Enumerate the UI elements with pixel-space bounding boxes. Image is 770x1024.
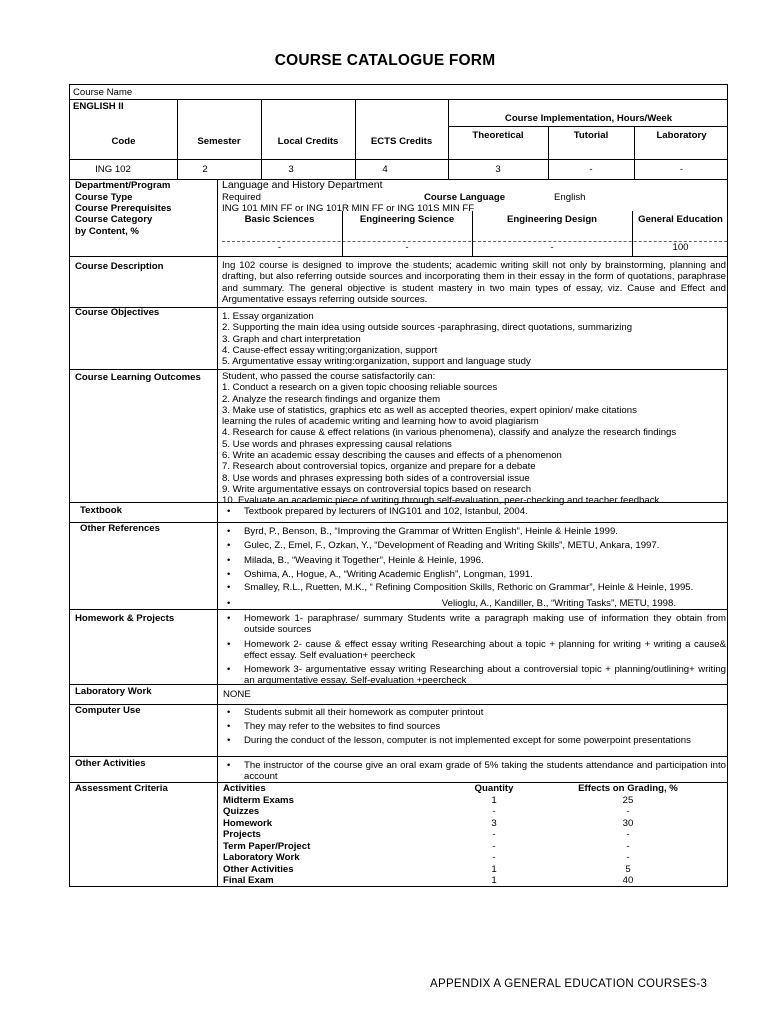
other-activities-item bbox=[222, 760, 726, 783]
bullet-icon: • bbox=[227, 707, 231, 718]
lab-label: Laboratory Work bbox=[75, 686, 152, 697]
implementation-header: Course Implementation, Hours/Week bbox=[504, 113, 673, 124]
laboratory-value: - bbox=[679, 164, 684, 175]
bullet-icon: • bbox=[227, 568, 231, 580]
rule bbox=[70, 159, 727, 160]
outcome-item: 5. Use words and phrases expressing causal relations bbox=[222, 438, 452, 450]
assessment-quantity: - bbox=[492, 840, 496, 852]
assessment-header: Effects on Grading, % bbox=[578, 783, 678, 794]
table-row bbox=[223, 818, 723, 830]
outcome-item: 2. Analyze the research findings and organize them bbox=[222, 393, 441, 405]
assessment-activity: Other Activities bbox=[223, 863, 294, 875]
theoretical-value: 3 bbox=[495, 164, 501, 175]
rule bbox=[70, 256, 727, 257]
objectives-label: Course Objectives bbox=[75, 307, 160, 318]
assessment-activity: Homework bbox=[223, 817, 273, 829]
bullet-icon: • bbox=[227, 613, 231, 624]
computer-text: Students submit all their homework as computer printout bbox=[244, 707, 484, 718]
reference-text: Milada, B., “Weaving it Together”, Heinle & Heinle, 1996. bbox=[244, 554, 484, 566]
reference-text: Velioglu, A., Kandiller, B., “Writing Tasks”, METU, 1998. bbox=[441, 597, 676, 609]
assessment-effect: 5 bbox=[625, 863, 631, 875]
assessment-quantity: - bbox=[492, 829, 496, 840]
bullet-icon: • bbox=[227, 734, 231, 746]
local-credits-header: Local Credits bbox=[277, 136, 339, 147]
course-language-label: Course Language bbox=[424, 192, 506, 203]
tutorial-header: Tutorial bbox=[573, 130, 609, 141]
code-value: ING 102 bbox=[95, 164, 131, 175]
rule bbox=[70, 307, 727, 308]
reference-item bbox=[222, 554, 726, 568]
assessment-quantity: 3 bbox=[491, 817, 497, 829]
reference-item bbox=[222, 597, 726, 611]
bullet-icon: • bbox=[227, 540, 231, 552]
rule bbox=[70, 99, 727, 100]
description-text: Ing 102 course is designed to improve the students; academic writing skill not only by brainstorming, planning and drafting, but also referring outside sources and incorporating them in their essay in the form of quotations, paraphrase and summary. The general objective is student mastery in two main types of essay, viz. Cause and Effect and Argumentative essays referring outside sources. bbox=[222, 260, 726, 305]
category-basic-sciences-value: - bbox=[277, 242, 282, 253]
table-row bbox=[223, 806, 723, 818]
table-row bbox=[223, 841, 723, 853]
code-header: Code bbox=[111, 136, 136, 147]
rule bbox=[70, 704, 727, 705]
assessment-effect: 40 bbox=[622, 875, 634, 886]
assessment-effect: 25 bbox=[622, 794, 634, 806]
bullet-icon: • bbox=[227, 664, 231, 676]
outcome-item: Student, who passed the course satisfactorily can: bbox=[222, 371, 436, 382]
description-label: Course Description bbox=[75, 261, 164, 272]
bullet-icon: • bbox=[227, 506, 231, 517]
reference-text: Smalley, R.L., Ruetten, M.K., “ Refining Composition Skills, Rethoric on Grammar”, Heinle & Heinle, 1995. bbox=[244, 582, 694, 594]
page-title: COURSE CATALOGUE FORM bbox=[274, 52, 496, 69]
objective-item: 5. Argumentative essay writing:organization, support and language study bbox=[222, 356, 531, 368]
prerequisites-value: ING 101 MIN FF or ING 101R MIN FF or ING 101S MIN FF bbox=[222, 203, 475, 214]
objective-item: 1. Essay organization bbox=[222, 311, 314, 322]
references-label: Other References bbox=[80, 523, 160, 534]
semester-value: 2 bbox=[202, 164, 208, 175]
category-basic-sciences: Basic Sciences bbox=[244, 214, 315, 225]
assessment-table bbox=[223, 783, 723, 887]
homework-item bbox=[222, 664, 726, 687]
assessment-activity: Final Exam bbox=[223, 875, 274, 886]
assessment-header-row bbox=[223, 783, 723, 795]
reference-item bbox=[222, 525, 726, 539]
homework-text: Homework 1- paraphrase/ summary Students write a paragraph making use of information they obtain from outside sources bbox=[244, 613, 726, 636]
course-name-label: Course Name bbox=[73, 87, 133, 98]
assessment-quantity: - bbox=[492, 852, 496, 863]
department-value: Language and History Department bbox=[222, 179, 383, 191]
references-list bbox=[222, 525, 726, 611]
outcome-item: 8. Use words and phrases expressing both sides of a controversial issue bbox=[222, 472, 530, 484]
homework-item bbox=[222, 639, 726, 662]
assessment-activity: Laboratory Work bbox=[223, 852, 300, 863]
outcome-item: 3. Make use of statistics, graphics etc as well as accepted theories, expert opinion/ make citations bbox=[222, 404, 637, 416]
computer-item bbox=[222, 735, 726, 747]
reference-item bbox=[222, 568, 726, 582]
assessment-header: Activities bbox=[223, 783, 266, 794]
page-footer: APPENDIX A GENERAL EDUCATION COURSES-3 bbox=[430, 978, 708, 990]
bullet-icon: • bbox=[227, 597, 231, 609]
outcome-item: 10. Evaluate an academic piece of writing through self-evaluation, peer-checking and teacher feedback bbox=[222, 495, 660, 507]
table-row bbox=[223, 829, 723, 841]
ects-credits-header: ECTS Credits bbox=[370, 136, 433, 147]
category-engineering-design-value: - bbox=[550, 242, 554, 253]
assessment-effect: - bbox=[626, 829, 630, 840]
outcome-item: learning the rules of academic writing and learning how to avoid plagiarism bbox=[222, 416, 539, 428]
objective-item: 3. Graph and chart interpretation bbox=[222, 333, 361, 345]
department-label: Department/Program bbox=[75, 180, 171, 191]
category-engineering-design: Engineering Design bbox=[506, 214, 598, 225]
assessment-activity: Quizzes bbox=[223, 806, 260, 817]
outcomes-label: Course Learning Outcomes bbox=[75, 372, 201, 383]
table-row bbox=[223, 875, 723, 887]
assessment-quantity: 1 bbox=[491, 875, 497, 886]
course-type-value: Required bbox=[222, 192, 261, 203]
assessment-quantity: 1 bbox=[491, 863, 497, 875]
ects-credits-value: 4 bbox=[382, 164, 388, 175]
course-language-value: English bbox=[554, 192, 586, 203]
other-activities-list bbox=[222, 760, 726, 783]
bullet-icon: • bbox=[227, 638, 231, 650]
bullet-icon: • bbox=[227, 720, 231, 732]
assessment-activity: Midterm Exams bbox=[223, 794, 294, 806]
homework-item bbox=[222, 613, 726, 636]
homework-text: Homework 3- argumentative essay writing Researching about a controversial topic + planning/outlining+ writing an argumentative essay. Self-evaluation +peercheck bbox=[244, 664, 726, 687]
rule bbox=[70, 756, 727, 757]
reference-text: Gulec, Z., Emel, F., Ozkan, Y., “Development of Reading and Writing Skills”, METU, Ankara, 1997. bbox=[244, 540, 660, 552]
textbook-label: Textbook bbox=[80, 505, 122, 516]
assessment-effect: - bbox=[626, 806, 630, 817]
course-name: ENGLISH II bbox=[73, 101, 124, 112]
outcome-item: 4. Research for cause & effect relations (in various phenomena), classify and analyze the research findings bbox=[222, 427, 677, 439]
table-row bbox=[223, 795, 723, 807]
assessment-quantity: 1 bbox=[491, 794, 497, 806]
category-general-education: General Education bbox=[638, 214, 723, 225]
computer-item bbox=[222, 707, 726, 719]
assessment-effect: - bbox=[626, 840, 630, 852]
outcome-item: 7. Research about controversial topics, organize and prepare for a debate bbox=[222, 461, 536, 473]
bullet-icon: • bbox=[227, 760, 231, 771]
assessment-header: Quantity bbox=[474, 783, 514, 794]
tutorial-value: - bbox=[589, 164, 593, 175]
assessment-activity: Term Paper/Project bbox=[223, 840, 311, 852]
table-row bbox=[223, 852, 723, 864]
other-activities-text: The instructor of the course give an oral exam grade of 5% taking the students attendance and participation into account bbox=[244, 760, 726, 783]
computer-text: During the conduct of the lesson, computer is not implemented except for some powerpoint presentations bbox=[244, 734, 691, 746]
bullet-icon: • bbox=[227, 554, 231, 566]
bullet-icon: • bbox=[227, 526, 231, 537]
rule bbox=[448, 126, 727, 127]
reference-item bbox=[222, 539, 726, 553]
textbook-text: Textbook prepared by lecturers of ING101 and 102, Istanbul, 2004. bbox=[244, 506, 528, 517]
theoretical-header: Theoretical bbox=[472, 130, 524, 141]
objective-item: 4. Cause-effect essay writing;organization, support bbox=[222, 344, 438, 356]
reference-item bbox=[222, 582, 726, 594]
assessment-effect: - bbox=[626, 852, 630, 863]
assessment-quantity: - bbox=[492, 806, 496, 817]
assessment-effect: 30 bbox=[622, 817, 634, 829]
rule bbox=[70, 522, 727, 523]
category-general-education-value: 100 bbox=[672, 242, 689, 253]
rule bbox=[217, 179, 218, 887]
computer-label: Computer Use bbox=[75, 705, 141, 716]
laboratory-header: Laboratory bbox=[656, 130, 707, 141]
reference-text: Byrd, P., Benson, B., “Improving the Grammar of Written English”, Heinle & Heinle 1999. bbox=[244, 526, 618, 537]
category-engineering-science: Engineering Science bbox=[359, 214, 455, 225]
homework-label: Homework & Projects bbox=[75, 613, 175, 624]
course-type-label: Course Type bbox=[75, 192, 133, 203]
computer-item bbox=[222, 721, 726, 733]
table-row bbox=[223, 864, 723, 876]
objective-item: 2. Supporting the main idea using outside sources -paraphrasing, direct quotations, summarizing bbox=[222, 322, 633, 334]
prerequisites-label: Course Prerequisites bbox=[75, 203, 172, 214]
outcomes-list bbox=[222, 371, 726, 507]
textbook-list bbox=[222, 506, 726, 517]
outcome-item: 1. Conduct a research on a given topic choosing reliable sources bbox=[222, 382, 498, 394]
computer-text: They may refer to the websites to find sources bbox=[244, 720, 441, 732]
outcome-item: 9. Write argumentative essays on controversial topics based on research bbox=[222, 483, 532, 495]
category-engineering-science-value: - bbox=[405, 242, 409, 253]
category-label: Course Category bbox=[75, 214, 153, 225]
rule bbox=[70, 369, 727, 370]
reference-text: Oshima, A., Hogue, A., “Writing Academic English”, Longman, 1991. bbox=[244, 568, 533, 580]
semester-header: Semester bbox=[197, 136, 241, 147]
assessment-label: Assessment Criteria bbox=[75, 783, 168, 794]
course-catalogue-form bbox=[69, 84, 728, 887]
homework-list bbox=[222, 613, 726, 687]
category-label-2: by Content, % bbox=[75, 226, 139, 237]
other-activities-label: Other Activities bbox=[75, 758, 146, 769]
outcome-item: 6. Write an academic essay describing the causes and effects of a phenomenon bbox=[222, 450, 562, 462]
bullet-icon: • bbox=[227, 582, 231, 594]
assessment-activity: Projects bbox=[223, 829, 261, 840]
computer-list bbox=[222, 707, 726, 746]
lab-value: NONE bbox=[223, 689, 251, 700]
objectives-list bbox=[222, 311, 726, 367]
textbook-item bbox=[222, 506, 726, 517]
homework-text: Homework 2- cause & effect essay writing Researching about a topic + planning for writing + writing a cause& effect essay. Self evaluation+ peercheck bbox=[244, 638, 726, 661]
local-credits-value: 3 bbox=[288, 164, 294, 175]
